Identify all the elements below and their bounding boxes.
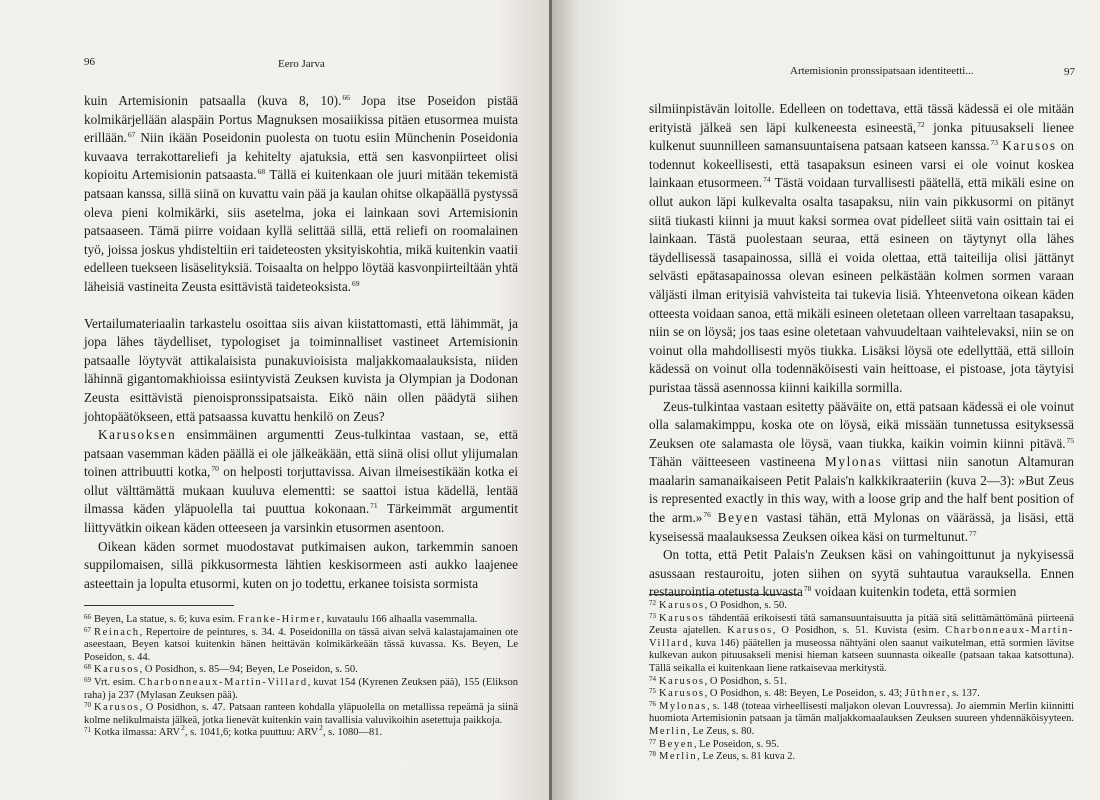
- footnote: [84, 677, 518, 702]
- spaced-name: Reinach: [94, 626, 140, 638]
- text-run: Beyen, La statue, s. 6; kuva esim.: [94, 614, 238, 625]
- footnote-number: 78: [649, 750, 656, 759]
- text-run: , s. 137.: [946, 688, 980, 700]
- spaced-name: Karusos: [94, 664, 140, 676]
- spaced-name: Karusos: [659, 600, 705, 611]
- text-run: , s. 148 (toteaa virheellisesti maljakon olevan Louvressa). Jo aiemmin Merlin kiinnitti huomiota Artemisionin patsaan ja tämän maljakkomaalauksen Zeuksen suureen yhdennäköisyyteen.: [649, 700, 1074, 725]
- spaced-name: Beyen: [717, 510, 760, 526]
- text-run: , kuva 146) päätellen ja museossa nähtyäni olen saanut vaikutelman, että sormien lävitse kulkevan aukon pituusakseli menisi hieman katseen suunnasta oikealle (patsaan takaa katsottuna). Tällä seikalla ei kuitenkaan liene ratkaisevaa merkitystä.: [649, 637, 1074, 674]
- footnote-number: 71: [84, 726, 91, 735]
- paragraph: [84, 426, 518, 538]
- footnote: [649, 676, 1074, 689]
- spaced-name: Karusos: [727, 625, 773, 637]
- footnote-ref: 78: [803, 584, 812, 594]
- text-run: on todennut kokeellisesti, että tasapaksun esineen varsi ei ole voinut koskea lainkaan etusormeen.: [649, 138, 1074, 191]
- footnote-ref: 66: [342, 93, 350, 102]
- text-run: , O Posidhon, s. 48: Beyen, Le Poseidon, s. 43;: [704, 688, 905, 700]
- footnote-number: 67: [84, 625, 91, 634]
- left-footnotes: [84, 614, 518, 740]
- footnote: [84, 627, 518, 665]
- footnote-ref: 67: [127, 130, 136, 140]
- footnote-ref: 73: [990, 138, 999, 148]
- footnote: [649, 751, 1074, 764]
- text-run: , s. 1041,6; kotka puuttuu: ARV: [184, 727, 319, 739]
- text-run: , Le Zeus, s. 81 kuva 2.: [697, 751, 796, 763]
- footnote-number: 72: [649, 599, 656, 607]
- text-run: Vrt. esim.: [94, 676, 139, 688]
- text-run: , O Posidhon, s. 47. Patsaan ranteen kohdalla yläpuolella on metallissa repeämä ja siinä kolme nelikulmaista jälkeä, jotka lienevät kuitenkin vain tavallisia valuvikoihin asetettuja paikkoja.: [84, 702, 518, 726]
- spaced-name: Karusos: [1002, 138, 1057, 154]
- footnote: [649, 600, 1074, 613]
- right-footnotes: [649, 600, 1074, 764]
- footnote: [84, 723, 518, 740]
- footnote-number: 66: [84, 613, 91, 621]
- paragraph: [649, 398, 1074, 547]
- text-run: [711, 510, 718, 525]
- text-run: voidaan kuitenkin todeta, että sormien: [811, 584, 1017, 600]
- right-footnote-rule: [649, 594, 799, 595]
- left-footnote-rule: [84, 605, 234, 606]
- footnote-ref: 76: [703, 510, 711, 520]
- footnote-ref: 69: [351, 278, 360, 288]
- text-run: , Le Poseidon, s. 95.: [693, 738, 779, 750]
- text-run: vastasi tähän, että Mylonas on väärässä, ja lisäsi, että kyseisessä maalauksessa Zeuksen oikea käsi on turmeltunut.: [649, 510, 1074, 544]
- footnote: [649, 688, 1074, 701]
- paragraph: [84, 315, 518, 427]
- left-running-head: Eero Jarva: [278, 58, 325, 70]
- right-page-number: 97: [1064, 66, 1075, 78]
- footnote: [649, 701, 1074, 739]
- spaced-name: Jüthner: [904, 688, 947, 700]
- right-running-head: Artemisionin pronssipatsaan identiteetti...: [790, 65, 974, 77]
- right-body-text: [649, 100, 1074, 602]
- footnote-ref: 74: [763, 175, 771, 185]
- spaced-name: Karusos: [659, 612, 705, 624]
- footnote-number: 74: [649, 674, 656, 683]
- left-page-number: 96: [84, 56, 95, 68]
- spaced-name: Merlin: [659, 751, 698, 763]
- text-run: silmiinpistävän loitolle. Edelleen on todettava, että tässä kädessä ei ole mitään erityistä jälkeä sen läpi kulkeneesta esineestä,: [649, 101, 1074, 135]
- spaced-name: Charbonneaux-Martin-Villard: [138, 676, 308, 688]
- footnote: [649, 739, 1074, 752]
- footnote-number: 77: [649, 737, 656, 746]
- footnote-number: 69: [84, 675, 91, 684]
- text-run: , kuvataulu 166 alhaalla vasemmalla.: [321, 614, 478, 625]
- spaced-name: Beyen: [659, 738, 694, 750]
- text-run: , O Posidhon, s. 85—94; Beyen, Le Poseidon, s. 50.: [139, 664, 358, 676]
- footnote: [84, 702, 518, 727]
- text-run: , Le Zeus, s. 80.: [687, 725, 755, 737]
- footnote-ref: 75: [1066, 435, 1074, 445]
- footnote-ref: 2: [181, 723, 185, 733]
- spaced-name: Karusoksen: [98, 427, 177, 443]
- footnote: [84, 614, 518, 627]
- text-run: Tästä voidaan turvallisesti päätellä, että mikäli esine on ollut aukon läpi kulkevalta osalta tasapaksu, niin vain pikkusormi on pitänyt siitä tiukasti kiinni ja muut kaksi sormea ovat pidelleet siitä vain osittain tai ei lainkaan. Tästä puolestaan seuraa, että esineen on täytynyt olla lähes täydellisessä tasapainossa, sillä ei voida olettaa, että taiteilija olisi jättänyt selvästi epätasapainossa olevan esineen pelkästään kolmen sormen varaan väljästi ilman erityisiä vahvisteita tai tukevia lisiä. Yhteenvetona oikean käden otteesta voidaan sanoa, että mikäli esineen oletetaan olleen varreltaan tasapaksu, niin se on löysä; jos taas esine oletetaan vahvuudeltaan vaihtelevaksi, niin se on voinut olla mahdollisesti myös tiukka. Lisäksi löysä ote edellyttää, että silloin kädessä on voinut olla todennäköisesti vain heittoase, ei pistoase, jota täytyisi puristaa tässä asennossa kiinni kaikilla sormilla.: [649, 175, 1074, 395]
- text-run: Tärkeimmät argumentit liittyvätkin oikean käden otteeseen ja varsinkin etusormen asentoon.: [84, 501, 518, 536]
- text-run: kuin Artemisionin patsaalla (kuva 8, 10).: [84, 93, 342, 108]
- footnote-ref: 68: [257, 167, 266, 177]
- footnote-number: 75: [649, 687, 656, 696]
- footnote-number: 73: [649, 611, 656, 620]
- text-run: , O Posidhon, s. 51.: [704, 675, 787, 687]
- text-run: On totta, että Petit Palais'n Zeuksen käsi on vahingoittunut ja nykyisessä asussaan restauroitu, joten siihen on syytä suhtautua varauksella. Ennen restaurointia otetusta kuvasta: [649, 547, 1074, 600]
- text-run: , s. 1080—81.: [322, 727, 383, 739]
- text-run: Vertailumateriaalin tarkastelu osoittaa siis aivan kiistattomasti, että lähimmät, ja jopa lähes täydelliset, typologiset ja toiminnalliset vastineet Artemisionin patsaalle löytyvät attikalaisista punakuvioisista maljakkomaalauksista, niiden lähinnä gigantomakhioissa esiintyvistä Zeuksen kuvista ja Olympian ja Dodonan Zeusta esittävistä pienoispronssipatsaista. Eikö näin ollen päädytä siihen johtopäätökseen, että patsaassa kuvattu henkilö on Zeus?: [84, 315, 518, 424]
- footnote-ref: 70: [211, 464, 219, 474]
- footnote-number: 68: [84, 663, 91, 672]
- text-run: , O Posidhon, s. 50.: [704, 600, 787, 611]
- spaced-name: Charbonneaux-Martin-Villard: [649, 625, 1074, 649]
- spaced-name: Karusos: [659, 688, 705, 700]
- footnote-number: 76: [649, 699, 656, 708]
- text-run: viittasi niin sanotun Altamuran maalarin samanaikaiseen Petit Palais'n kalkkikraateriin (kuva 2—3): »But Zeus is represented exactly in this way, with a loose grip and the half bent position of the arm.»: [649, 454, 1074, 526]
- text-run: , O Posidhon, s. 51. Kuvista (esim.: [772, 625, 946, 637]
- text-run: ensimmäinen argumentti Zeus-tulkintaa vastaan, se, että patsaan vasemman käden päällä ei ole jälkeäkään, että siinä olisi ollut ylijumalan toinen attribuutti kotka,: [84, 427, 518, 480]
- text-run: , kuvat 154 (Kyrenen Zeuksen pää), 155 (Elikson raha) ja 237 (Mylasan Zeuksen pää).: [84, 676, 518, 701]
- text-run: , Repertoire de peintures, s. 34. 4. Poseidonilla on tässä aivan selvä kalastajamainen ote aseestaan, Beyen katsoi kuitenkin hänen heittävän kolmikärkeään tässä kuvassa. Ks. Beyen, Le Poseidon, s. 44.: [84, 626, 518, 663]
- spaced-name: Karusos: [94, 702, 140, 714]
- paragraph: [84, 538, 518, 594]
- text-run: Jopa itse Poseidon pistää kolmikärjellään alaspäin Portus Magnuksen mosaiikissa pitäen etusormea muista erillään.: [84, 93, 518, 146]
- paragraph: [84, 92, 518, 297]
- right-page: [552, 0, 1100, 800]
- text-run: Oikean käden sormet muodostavat putkimaisen aukon, tarkemmin sanoen suppilomaisen, sillä pikkusormesta lähtien keskisormeen asti aukko laajenee asteettain ja lopulta etusormi, kuten on jo todettu, erkanee toisista sormista: [84, 538, 518, 591]
- left-body-text: [84, 92, 518, 593]
- spaced-name: Franke-Hirmer: [237, 614, 322, 625]
- footnote-ref: 72: [917, 119, 925, 129]
- text-run: on helposti torjuttavissa. Aivan ilmeisestikään kotka ei ollut välttämättä mukaan kuuluva elementti: se saattoi istua kädellä, lentää ilmassa käden yläpuolella tai puuttua kokonaan.: [84, 464, 518, 517]
- footnote-ref: 2: [319, 723, 323, 733]
- spaced-name: Mylonas: [825, 454, 883, 470]
- footnote-number: 70: [84, 701, 91, 710]
- text-run: tähdentää erikoisesti tätä samansuuntaisuutta ja pitää sitä selittämättömänä piirteenä Zeusta ajatellen.: [649, 612, 1074, 637]
- footnote-ref: 71: [370, 501, 378, 511]
- text-run: Kotka ilmassa: ARV: [94, 727, 181, 739]
- spaced-name: Karusos: [659, 675, 705, 687]
- text-run: jonka pituusakseli lienee kulkenut suunnilleen samansuuntaisena patsaan katseen kanssa.: [649, 119, 1074, 154]
- text-run: Tällä ei kuitenkaan ole juuri mitään tekemistä patsaan kanssa, sillä siinä on kuvattu vain pää ja kaulan ohitse olkapäällä pystyssä oleva pieni kolmikärki, siis asetelma, joka ei lainkaan sovi Artemisionin patsaaseen. Tämä piirre voidaan kyllä selittää sillä, että reliefi on roomalainen työ, joissa joskus yhdisteltiin eri taideteosten yksityiskohtia, mikä kuitenkin vaatii edelleen tuekseen lisäselityksiä. Toisaalta on helppo löytää kasvonpiirteiltään yhtä läheisiä vastineita Zeusta esittävistä taideteoksista.: [84, 167, 518, 294]
- footnote-ref: 77: [969, 528, 977, 538]
- text-run: Niin ikään Poseidonin puolesta on tuotu esiin Münchenin Poseidonia kuvaava terrakottareliefi ja kehitelty ajatuksia, että sen kasvonpiirteet olisi kopioitu Artemisionin patsaasta.: [84, 130, 518, 183]
- text-run: Tähän väitteeseen vastineena: [649, 454, 826, 470]
- footnote: [84, 664, 518, 677]
- paragraph: [649, 100, 1074, 398]
- spaced-name: Merlin: [649, 725, 688, 737]
- text-run: Zeus-tulkintaa vastaan esitetty pääväite on, että patsaan kädessä ei ole voinut olla salamakimppu, koska ote on löysä, eikä missään tunnetussa esityksessä Zeuksen ote salamasta ole löysä, vaan tiukka, kaikin voimin kiinni pitävä.: [649, 398, 1074, 451]
- spaced-name: Mylonas: [659, 700, 707, 712]
- footnote: [649, 613, 1074, 676]
